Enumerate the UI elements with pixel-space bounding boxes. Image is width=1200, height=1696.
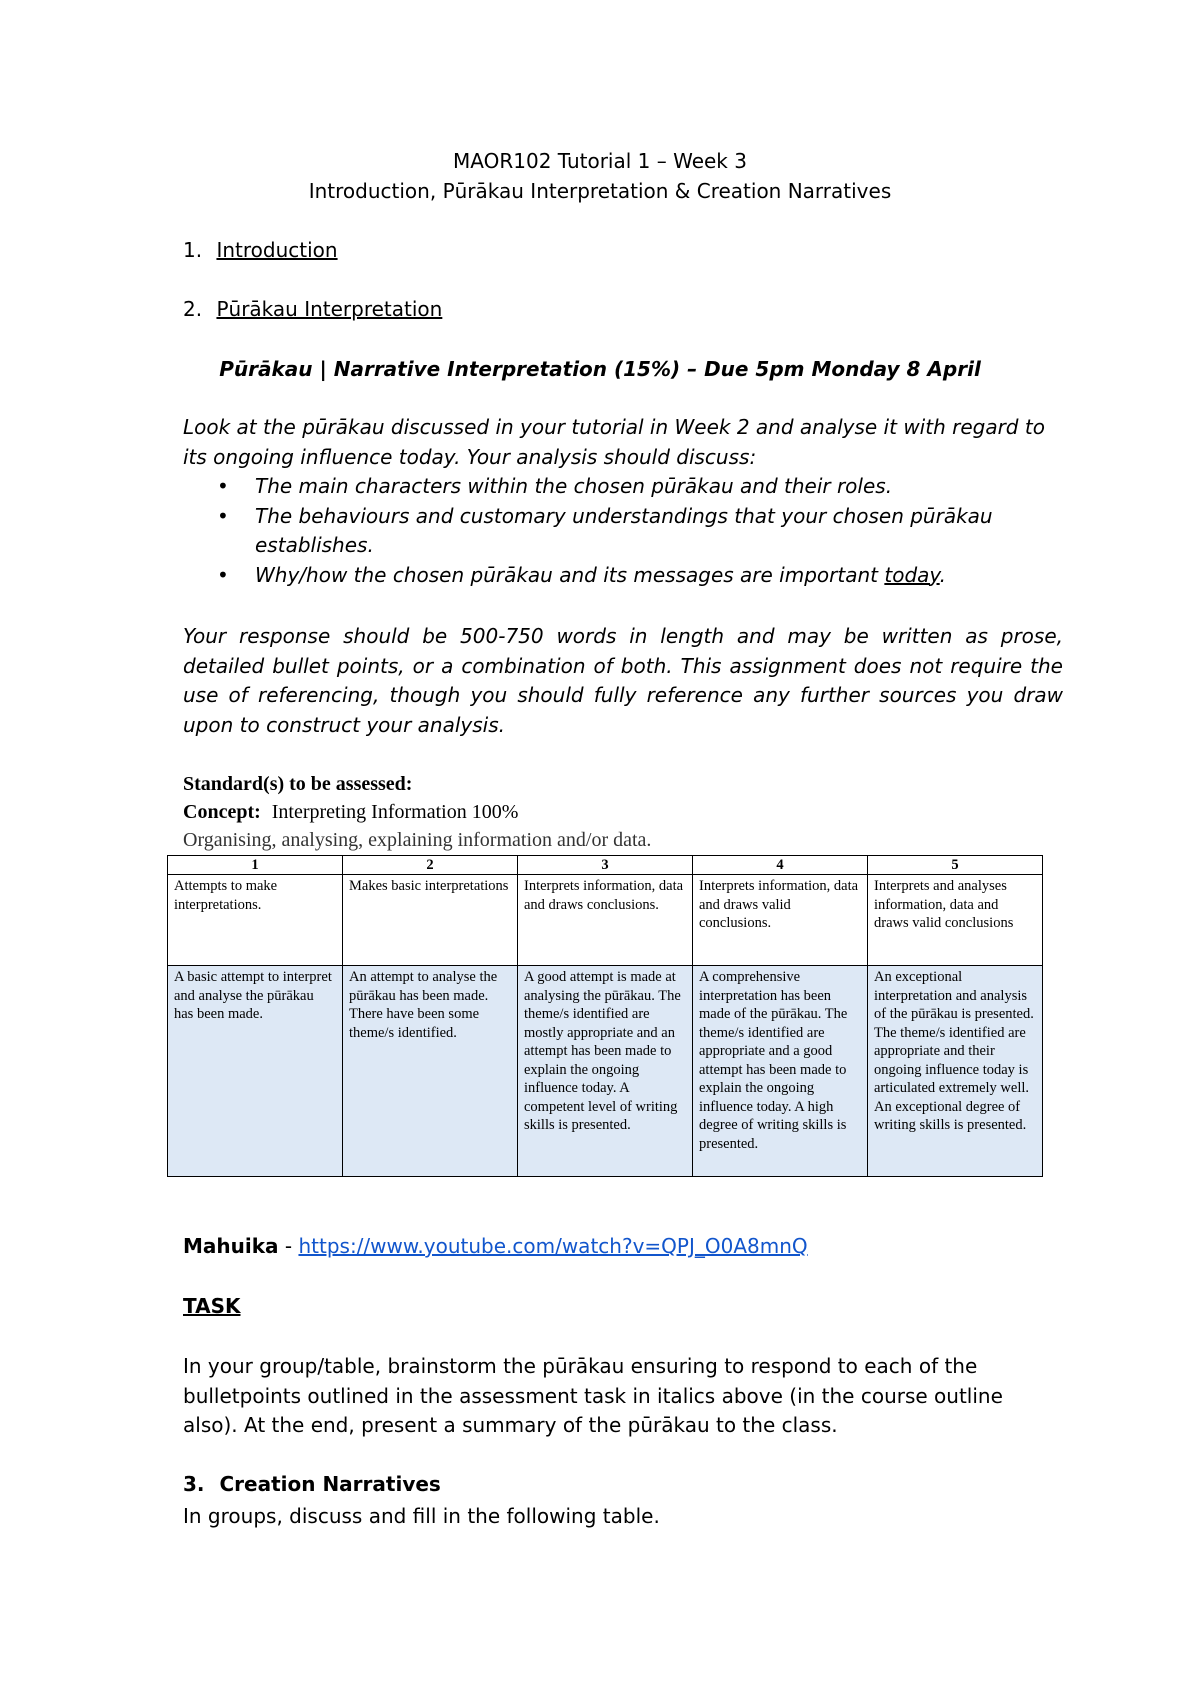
table-cell: 5 [868,856,1043,875]
assessment-response: Your response should be 500-750 words in length and may be written as prose, detailed bullet points, or a combination of both. This assignment does not require the use of referencing, though you should fully reference any further sources you draw upon to construct your analysis. [183,624,1063,737]
section-2-heading [183,295,442,323]
table-cell: A basic attempt to interpret and analyse the pūrākau has been made. [168,966,343,1177]
bullet-icon: • [217,562,229,587]
creation-instruction: In groups, discuss and fill in the following table. [183,1504,660,1528]
table-row [168,966,1043,1177]
resource-link[interactable]: https://www.youtube.com/watch?v=QPJ_O0A8mnQ [298,1234,808,1258]
concept-label: Concept: [183,801,261,823]
concept-value: Interpreting Information 100% [271,801,519,823]
resource-separator: - [278,1234,299,1258]
table-cell: Makes basic interpretations [343,875,518,966]
task-text: In your group/table, brainstorm the pūrākau ensuring to respond to each of the bulletpoints outlined in the assessment task in italics above (in the course outline also). At the end, present a summary of the pūrākau to the class. [183,1354,1003,1437]
section-title: Pūrākau Interpretation [216,297,443,321]
task-heading: TASK [183,1294,241,1318]
table-cell: An exceptional interpretation and analysis of the pūrākau is presented. The theme/s identified are appropriate and their ongoing influence today is articulated extremely well. An exceptional degree of writing skills is presented. [868,966,1043,1177]
table-cell: Interprets information, data and draws conclusions. [518,875,693,966]
standards-heading: Standard(s) to be assessed: [183,773,413,795]
section-number: 3. [183,1472,205,1496]
assessment-bullets [183,472,1063,590]
document-subtitle: Introduction, Pūrākau Interpretation & Creation Narratives [308,179,892,203]
section-title: Creation Narratives [219,1472,441,1496]
standards-description: Organising, analysing, explaining information and/or data. [183,829,652,851]
table-cell: An attempt to analyse the pūrākau has been made. There have been some theme/s identified. [343,966,518,1177]
list-item: • The main characters within the chosen pūrākau and their roles. [183,472,1063,502]
section-1-heading [183,236,338,264]
table-cell: 1 [168,856,343,875]
section-number: 2. [183,297,203,321]
table-cell: 3 [518,856,693,875]
list-item: • The behaviours and customary understandings that your chosen pūrākau establishes. [217,503,993,557]
section-number: 1. [183,238,203,262]
table-row [168,856,1043,875]
list-item: • Why/how the chosen pūrākau and its messages are important today. [183,561,1063,591]
table-cell: Attempts to make interpretations. [168,875,343,966]
table-cell: 4 [693,856,868,875]
assessment-intro: Look at the pūrākau discussed in your tutorial in Week 2 and analyse it with regard to its ongoing influence today. Your analysis should discuss: [183,415,1045,469]
document-title: MAOR102 Tutorial 1 – Week 3 [453,149,747,173]
bullet-icon: • [217,474,229,498]
table-cell: A good attempt is made at analysing the pūrākau. The theme/s identified are mostly appropriate and an attempt has been made to explain the ongoing influence today. A competent level of writing skills is presented. [518,966,693,1177]
section-title: Introduction [216,238,338,262]
assessment-heading: Pūrākau | Narrative Interpretation (15%) – Due 5pm Monday 8 April [219,357,981,381]
table-cell: Interprets and analyses information, data and draws valid conclusions [868,875,1043,966]
table-row [168,875,1043,966]
table-cell: Interprets information, data and draws valid conclusions. [693,875,868,966]
bullet-icon: • [217,503,229,528]
table-cell: 2 [343,856,518,875]
section-3-heading [183,1470,441,1498]
resource-line [183,1232,808,1260]
rubric-table [167,855,1043,1177]
table-cell: A comprehensive interpretation has been made of the pūrākau. The theme/s identified are appropriate and a good attempt has been made to explain the ongoing influence today. A high degree of writing skills is presented. [693,966,868,1177]
standards-concept [183,801,518,824]
resource-label: Mahuika [183,1234,279,1258]
